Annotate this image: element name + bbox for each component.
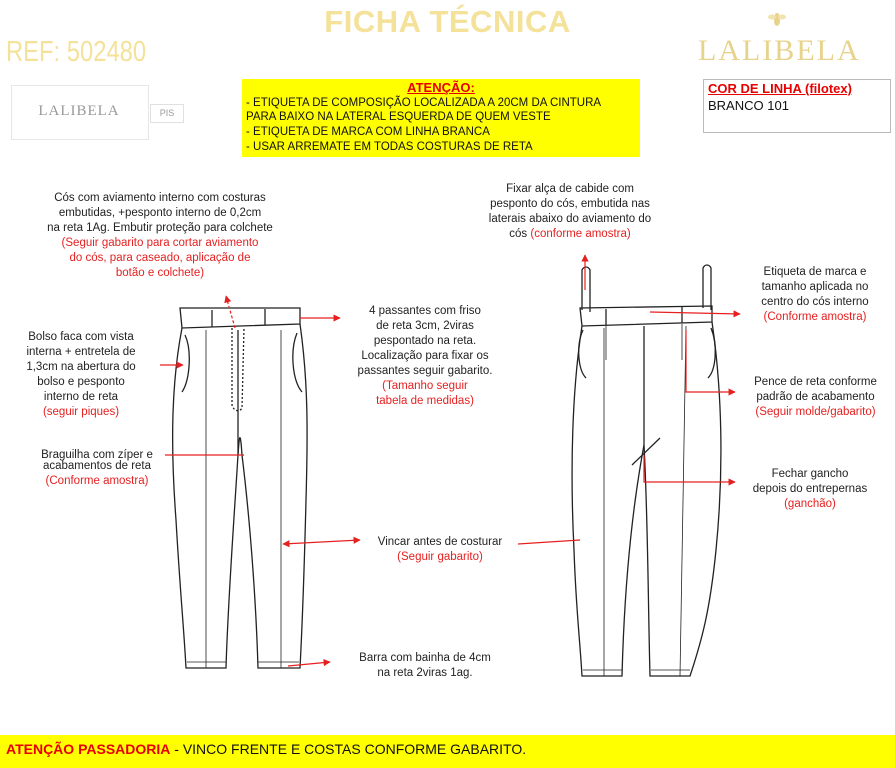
- note-waistband: [10, 191, 310, 281]
- note-red-text: (Seguir gabarito): [397, 551, 483, 563]
- note-text: Vincar antes de costurar: [377, 536, 503, 548]
- note-text: centro do cós interno: [761, 296, 869, 308]
- footer-highlight: ATENÇÃO PASSADORIA: [6, 741, 171, 757]
- note-text: laterais abaixo do aviamento do: [488, 213, 652, 225]
- warning-line: - ETIQUETA DE COMPOSIÇÃO LOCALIZADA A 20CM DA CINTURA: [246, 97, 602, 109]
- note-text: passantes seguir gabarito.: [357, 365, 493, 377]
- note-text: depois do entrepernas: [752, 483, 868, 495]
- label-brand: LALIBELA: [38, 103, 120, 119]
- note-text: padrão de acabamento: [756, 391, 875, 403]
- note-red-text: (Conforme amostra): [763, 311, 867, 323]
- note-text: Bolso faca com vista: [28, 331, 134, 343]
- note-red-text: do cós, para caseado, aplicação de: [69, 252, 251, 264]
- note-hanger-loop: [470, 182, 670, 242]
- note-text: Pence de reta conforme: [754, 376, 877, 388]
- thread-color-title: COR DE LINHA (filotex): [708, 81, 852, 96]
- reference-code: REF: 502480: [6, 36, 147, 68]
- warning-line: - USAR ARREMATE EM TODAS COSTURAS DE RETA: [246, 141, 533, 153]
- note-text: na reta 1Ag. Embutir proteção para colchete: [47, 222, 273, 234]
- note-red-text: (seguir piques): [42, 406, 120, 418]
- note-text: 4 passantes com friso: [369, 305, 481, 317]
- note-text: Fechar gancho: [771, 468, 849, 480]
- note-red-text: tabela de medidas): [376, 395, 474, 407]
- note-text: embutidas, +pesponto interno de 0,2cm: [58, 207, 262, 219]
- note-pocket: [6, 330, 156, 420]
- back-view-trousers: [572, 265, 721, 676]
- note-text: pesponto do cós, embutida nas: [490, 198, 650, 210]
- note-text: Etiqueta de marca e: [763, 266, 867, 278]
- footer-text: - VINCO FRENTE E COSTAS CONFORME GABARITO.: [170, 741, 527, 757]
- note-crotch: [735, 467, 885, 512]
- note-dart: [738, 375, 893, 420]
- warning-line: PARA BAIXO NA LATERAL ESQUERDA DE QUEM VESTE: [246, 111, 551, 123]
- brand-logo: LALIBELA: [698, 34, 861, 67]
- warning-line: - ETIQUETA DE MARCA COM LINHA BRANCA: [246, 126, 490, 138]
- note-crease: [355, 535, 525, 565]
- note-red-text: botão e colchete): [115, 267, 205, 279]
- note-text: Barra com bainha de 4cm: [359, 652, 491, 664]
- note-line-mixed: [470, 227, 670, 242]
- note-text: interna + entretela de: [26, 346, 136, 358]
- footer-notice: [6, 741, 526, 757]
- note-text: Localização para fixar os: [361, 350, 489, 362]
- note-text: Cós com aviamento interno com costuras: [54, 192, 266, 204]
- note-red-text: (conforme amostra): [530, 228, 631, 240]
- note-text: acabamentos de reta: [42, 460, 152, 472]
- page-title: FICHA TÉCNICA: [324, 4, 571, 39]
- note-red-text: (Seguir gabarito para cortar aviamento: [61, 237, 259, 249]
- warning-title: ATENÇÃO:: [407, 80, 475, 95]
- note-text: interno de reta: [43, 391, 119, 403]
- note-red-text: (Seguir molde/gabarito): [755, 406, 876, 418]
- note-belt-loops: [330, 304, 520, 409]
- note-text: tamanho aplicada no: [761, 281, 869, 293]
- front-view-trousers: [173, 308, 307, 668]
- note-text: 1,3cm na abertura do: [26, 361, 136, 373]
- note-red-text: (Conforme amostra): [45, 475, 149, 487]
- note-text: na reta 2viras 1ag.: [377, 667, 473, 679]
- note-hem: [330, 651, 520, 681]
- note-text: de reta 3cm, 2viras: [376, 320, 474, 332]
- label-tag: PIS: [150, 104, 184, 123]
- note-text: bolso e pesponto: [37, 376, 125, 388]
- note-text: Braguilha com zíper e: [41, 449, 153, 461]
- note-text: cós: [509, 228, 528, 240]
- note-red-text: (Tamanho seguir: [382, 380, 468, 392]
- thread-color-value: BRANCO 101: [708, 98, 789, 113]
- note-text: Fixar alça de cabide com: [506, 183, 634, 195]
- note-fly: [22, 448, 172, 489]
- note-text: pespontado na reta.: [373, 335, 477, 347]
- note-brand-label: [740, 265, 890, 325]
- note-red-text: (ganchão): [784, 498, 836, 510]
